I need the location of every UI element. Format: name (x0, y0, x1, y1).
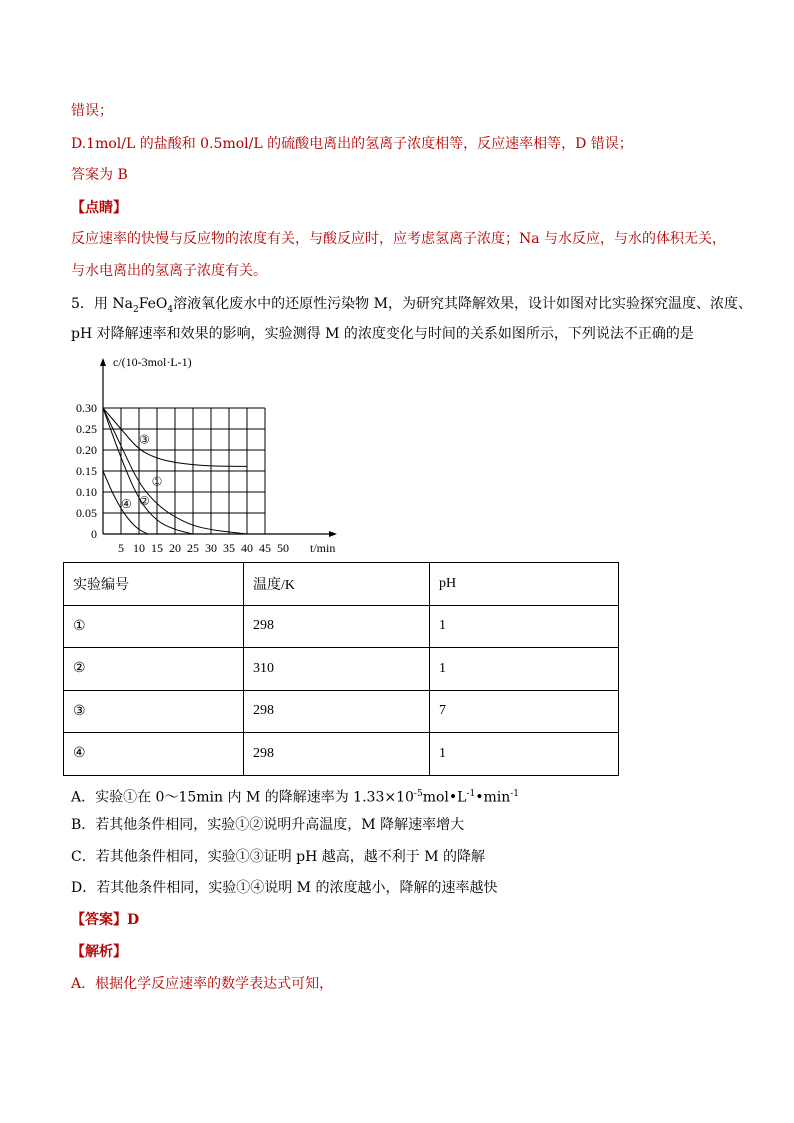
table-cell: 310 (244, 648, 430, 691)
y-tick-label: 0.05 (76, 506, 97, 520)
option-a (71, 784, 519, 808)
series-label: ③ (139, 432, 150, 447)
x-tick-label: 15 (151, 541, 163, 555)
series-label: ② (139, 494, 150, 509)
y-tick-label: 0.20 (76, 443, 97, 457)
table-row (64, 690, 619, 733)
question-stem: pH 对降解速率和效果的影响，实验测得 M 的浓度变化与时间的关系如图所示，下列说法不正确的是 (71, 326, 694, 342)
experiment-table (63, 562, 619, 776)
table-header-cell: 温度/K (244, 563, 430, 606)
x-tick-label: 20 (169, 541, 181, 555)
option-a-superscript: -1 (510, 789, 520, 799)
x-tick-label: 35 (223, 541, 235, 555)
y-tick-label: 0.10 (76, 485, 97, 499)
y-axis-arrow (100, 358, 106, 366)
chart-x-axis-label: t/min (310, 541, 336, 555)
option-a-part: A．实验①在 0～15min 内 M 的降解速率为 1.33×10 (71, 789, 414, 806)
stem-part: 溶液氧化废水中的还原性污染物 M，为研究其降解效果，设计如图对比实验探究温度、浓度、 (173, 296, 752, 312)
y-tick-label: 0.25 (76, 422, 97, 436)
stem-part: FeO (138, 296, 168, 312)
stem-subscript: 2 (132, 304, 139, 315)
table-cell: ③ (64, 690, 244, 733)
concentration-chart (58, 352, 358, 557)
table-row (64, 648, 619, 691)
table-header-cell: pH (430, 563, 619, 606)
chart-y-axis-label: c/(10-3mol·L-1) (113, 355, 192, 369)
option-b: B．若其他条件相同，实验①②说明升高温度，M 降解速率增大 (71, 817, 465, 833)
chart-axes (100, 358, 337, 537)
y-tick-label: 0.30 (76, 401, 97, 415)
series-label: ① (151, 474, 163, 489)
table-row (64, 733, 619, 776)
x-tick-label: 40 (241, 541, 253, 555)
analysis-a: A．根据化学反应速率的数学表达式可知， (71, 976, 334, 992)
table-row (64, 605, 619, 648)
table-cell: ① (64, 605, 244, 648)
option-a-part: •min (475, 789, 511, 806)
text-line: 错误； (71, 103, 113, 119)
x-tick-label: 45 (259, 541, 271, 555)
option-a-superscript: -5 (413, 789, 423, 799)
table-cell: 1 (430, 648, 619, 691)
option-a-superscript: -1 (466, 789, 476, 799)
x-tick-label: 5 (118, 541, 124, 555)
stem-part: 5．用 Na (71, 296, 133, 312)
section-heading: 【点睛】 (71, 200, 127, 216)
x-axis-arrow (329, 531, 337, 537)
table-cell: 1 (430, 605, 619, 648)
x-tick-label: 30 (205, 541, 217, 555)
analysis-heading: 【解析】 (71, 944, 127, 960)
y-tick-label: 0 (91, 527, 97, 541)
option-c: C．若其他条件相同，实验①③证明 pH 越高，越不利于 M 的降解 (71, 849, 486, 865)
text-line: 反应速率的快慢与反应物的浓度有关，与酸反应时，应考虑氢离子浓度；Na 与水反应，与水的体积无关， (71, 231, 727, 247)
question-stem (71, 294, 752, 320)
y-tick-label: 0.15 (76, 464, 97, 478)
table-cell: ④ (64, 733, 244, 776)
series-label: ④ (121, 496, 132, 511)
x-tick-label: 50 (277, 541, 289, 555)
option-d: D．若其他条件相同，实验①④说明 M 的浓度越小，降解的速率越快 (71, 880, 498, 896)
table-cell: 298 (244, 690, 430, 733)
table-header-row (64, 563, 619, 606)
text-line: 与水电离出的氢离子浓度有关。 (71, 263, 267, 279)
table-cell: 298 (244, 733, 430, 776)
table-cell: 298 (244, 605, 430, 648)
table-cell: ② (64, 648, 244, 691)
table-cell: 1 (430, 733, 619, 776)
answer: 【答案】D (71, 912, 140, 928)
table-cell: 7 (430, 690, 619, 733)
x-tick-label: 10 (133, 541, 145, 555)
text-line: D.1mol/L 的盐酸和 0.5mol/L 的硫酸电离出的氢离子浓度相等，反应速率相等，D 错误； (71, 136, 633, 152)
x-tick-label: 25 (187, 541, 199, 555)
table-header-cell: 实验编号 (64, 563, 244, 606)
stem-subscript: 4 (167, 304, 174, 315)
chart-grid (103, 408, 265, 534)
text-line: 答案为 B (71, 167, 128, 183)
option-a-part: mol•L (422, 789, 467, 806)
